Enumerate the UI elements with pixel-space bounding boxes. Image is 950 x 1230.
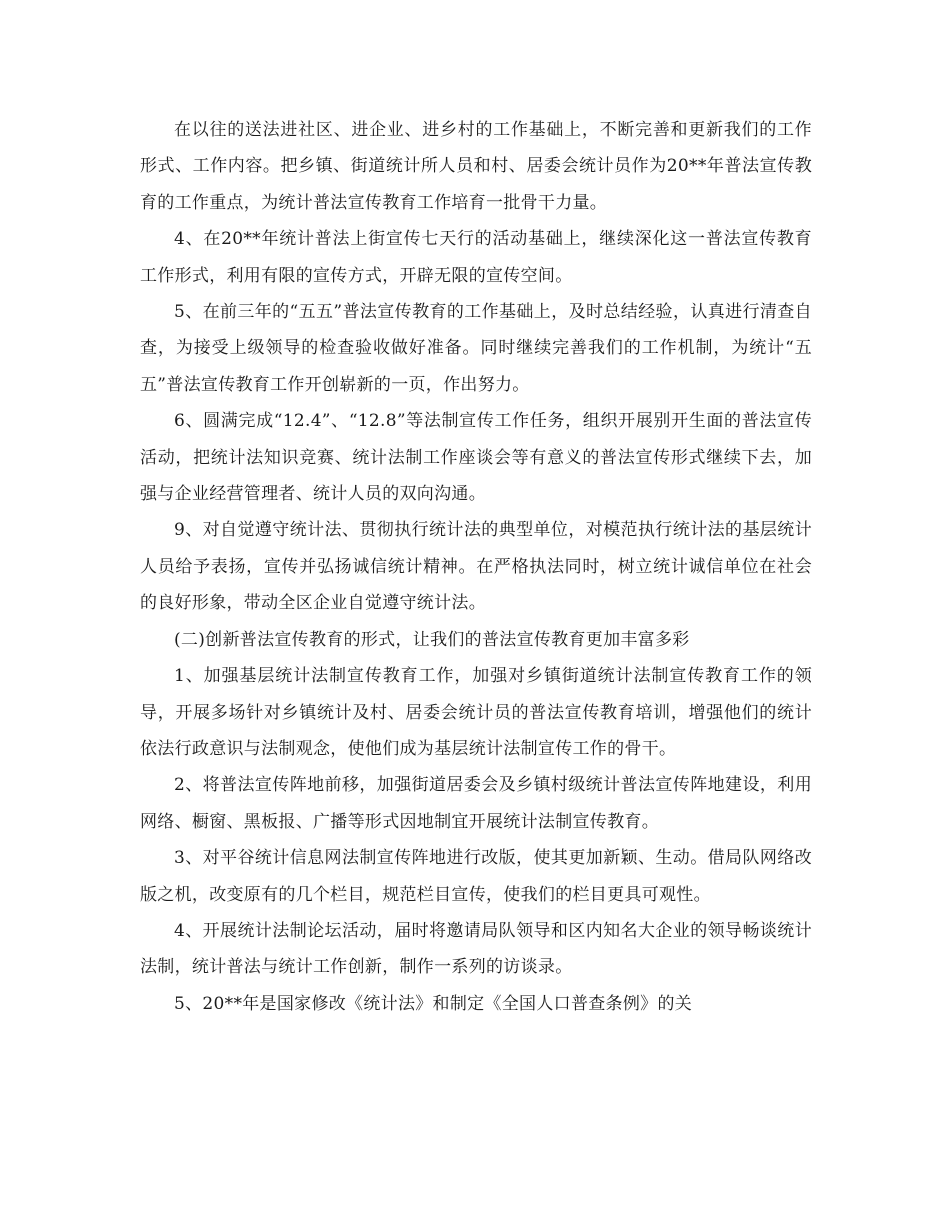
paragraph-sub-2: 2、将普法宣传阵地前移，加强街道居委会及乡镇村级统计普法宣传阵地建设，利用网络、橱窗、黑板报、广播等形式因地制宜开展统计法制宣传教育。 <box>140 775 812 832</box>
section-heading-2: (二)创新普法宣传教育的形式，让我们的普法宣传教育更加丰富多彩 <box>174 629 690 650</box>
paragraph-item-6: 6、圆满完成“12.4”、“12.8”等法制宣传工作任务，组织开展别开生面的普法宣传活动，把统计法知识竞赛、统计法制工作座谈会等有意义的普法宣传形式继续下去，加强与企业经营管理者、统计人员的双向沟通。 <box>140 411 812 505</box>
paragraph-sub-3: 3、对平谷统计信息网法制宣传阵地进行改版，使其更加新颖、生动。借局队网络改版之机，改变原有的几个栏目，规范栏目宣传，使我们的栏目更具可观性。 <box>140 848 812 905</box>
paragraph-item-4: 4、在20**年统计普法上街宣传七天行的活动基础上，继续深化这一普法宣传教育工作形式，利用有限的宣传方式，开辟无限的宣传空间。 <box>140 229 812 286</box>
paragraph-sub-4: 4、开展统计法制论坛活动，届时将邀请局队领导和区内知名大企业的领导畅谈统计法制，统计普法与统计工作创新，制作一系列的访谈录。 <box>140 920 812 978</box>
paragraph-sub-5: 5、20**年是国家修改《统计法》和制定《全国人口普查条例》的关 <box>174 993 693 1014</box>
paragraph-sub-1: 1、加强基层统计法制宣传教育工作，加强对乡镇街道统计法制宣传教育工作的领导，开展多场针对乡镇统计及村、居委会统计员的普法宣传教育培训，增强他们的统计依法行政意识与法制观念，使他们成为基层统计法制宣传工作的骨干。 <box>140 666 812 759</box>
paragraph-intro: 在以往的送法进社区、进企业、进乡村的工作基础上，不断完善和更新我们的工作形式、工作内容。把乡镇、街道统计所人员和村、居委会统计员作为20**年普法宣传教育的工作重点，为统计普法宣传教育工作培育一批骨干力量。 <box>140 120 812 213</box>
paragraph-item-9: 9、对自觉遵守统计法、贯彻执行统计法的典型单位，对模范执行统计法的基层统计人员给予表扬，宣传并弘扬诚信统计精神。在严格执法同时，树立统计诚信单位在社会的良好形象，带动全区企业自觉遵守统计法。 <box>140 520 812 614</box>
document-body <box>140 112 812 1022</box>
paragraph-item-5: 5、在前三年的“五五”普法宣传教育的工作基础上，及时总结经验，认真进行清查自查，为接受上级领导的检查验收做好准备。同时继续完善我们的工作机制，为统计“五五”普法宣传教育工作开创崭新的一页，作出努力。 <box>140 302 812 395</box>
